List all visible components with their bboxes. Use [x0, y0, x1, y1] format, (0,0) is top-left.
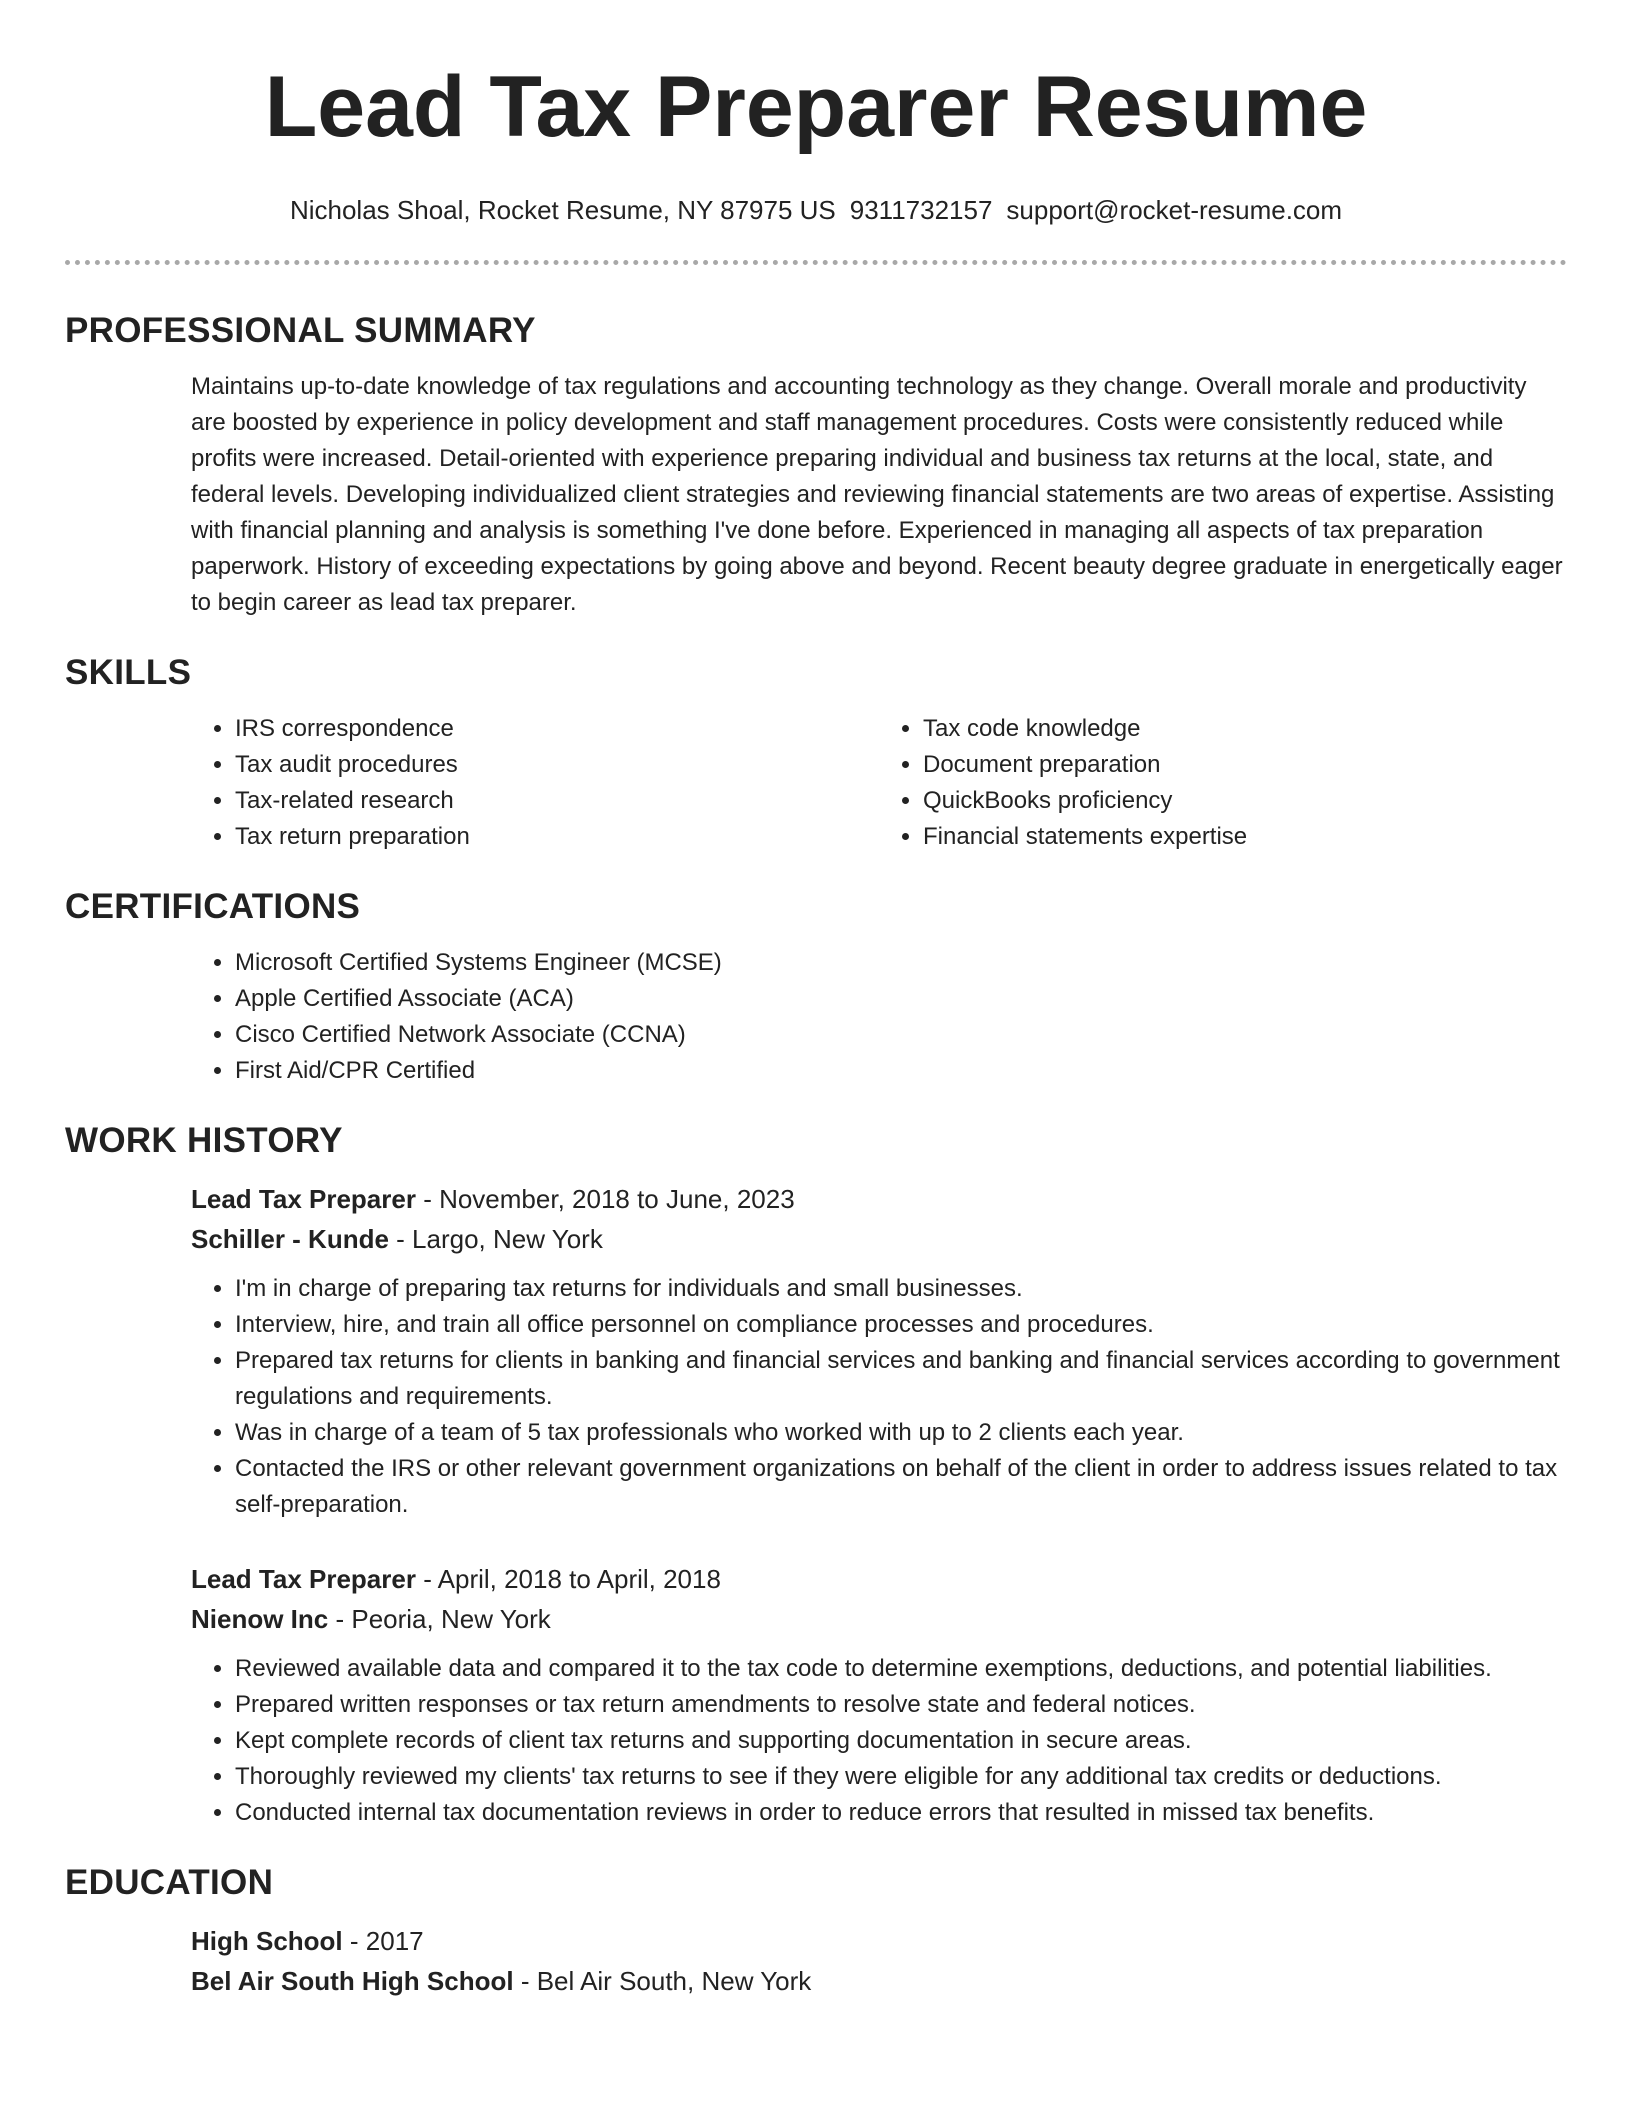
job-entry	[191, 1559, 1567, 1831]
certification-item: • Apple Certified Associate (ACA)	[235, 981, 1567, 1017]
contact-email: support@rocket-resume.com	[1006, 195, 1343, 225]
job-title-line	[191, 1179, 1567, 1219]
education-section	[65, 1861, 1567, 2001]
summary-section	[65, 309, 1567, 621]
skills-body	[191, 711, 1567, 855]
header-divider	[65, 260, 1567, 265]
job-bullet-list	[191, 1651, 1567, 1831]
education-degree-line	[191, 1921, 1567, 1961]
work-history-heading: WORK HISTORY	[65, 1121, 343, 1160]
skill-item: • Tax-related research	[235, 783, 879, 819]
summary-text: Maintains up-to-date knowledge of tax regulations and accounting technology as they change. Overall morale and productivity are boosted by experience in policy development and staff management procedures. Costs were consistently reduced while profits were increased. Detail-oriented with experience preparing individual and business tax returns at the local, state, and federal levels. Developing individualized client strategies and reviewing financial statements are two areas of expertise. Assisting with financial planning and analysis is something I've done before. Experienced in managing all aspects of tax preparation paperwork. History of exceeding expectations by going above and beyond. Recent beauty degree graduate in energetically eager to begin career as lead tax preparer.	[191, 373, 1563, 616]
certifications-section	[65, 885, 1567, 1089]
certification-item: • Cisco Certified Network Associate (CCNA)	[235, 1017, 1567, 1053]
job-bullet: • Prepared written responses or tax return amendments to resolve state and federal notices.	[235, 1687, 1567, 1723]
resume-title: Lead Tax Preparer Resume	[264, 59, 1368, 155]
job-bullet: • Prepared tax returns for clients in banking and financial services and banking and financial services according to government regulations and requirements.	[235, 1343, 1567, 1415]
job-bullet: • Conducted internal tax documentation reviews in order to reduce errors that resulted in missed tax benefits.	[235, 1795, 1567, 1831]
job-bullet: • Reviewed available data and compared it to the tax code to determine exemptions, deductions, and potential liabilities.	[235, 1651, 1567, 1687]
job-bullet: • Interview, hire, and train all office personnel on compliance processes and procedures.	[235, 1307, 1567, 1343]
job-title: Lead Tax Preparer	[191, 1564, 416, 1594]
skill-item: • Tax audit procedures	[235, 747, 879, 783]
education-year: - 2017	[342, 1926, 424, 1956]
job-company-line	[191, 1219, 1567, 1259]
contact-address: Nicholas Shoal, Rocket Resume, NY 87975 US	[289, 195, 836, 225]
job-dates: - April, 2018 to April, 2018	[415, 1564, 721, 1594]
job-entry	[191, 1179, 1567, 1523]
skill-item: • Tax return preparation	[235, 819, 879, 855]
job-company: Nienow Inc	[191, 1604, 329, 1634]
skills-list-right	[879, 711, 1567, 855]
job-bullet-list	[191, 1271, 1567, 1523]
job-title: Lead Tax Preparer	[191, 1184, 416, 1214]
education-heading: EDUCATION	[65, 1863, 274, 1902]
job-location: - Largo, New York	[388, 1224, 603, 1254]
education-school-line	[191, 1961, 1567, 2001]
skills-section	[65, 651, 1567, 855]
work-history-body	[191, 1179, 1567, 1831]
skill-item: • Financial statements expertise	[923, 819, 1567, 855]
job-location: - Peoria, New York	[328, 1604, 551, 1634]
job-title-line	[191, 1559, 1567, 1599]
skills-list-left	[191, 711, 879, 855]
education-school: Bel Air South High School	[191, 1966, 514, 1996]
contact-phone: 9311732157	[849, 195, 993, 225]
education-location: - Bel Air South, New York	[513, 1966, 812, 1996]
skills-heading: SKILLS	[65, 653, 192, 692]
certifications-heading: CERTIFICATIONS	[65, 887, 361, 926]
work-history-section	[65, 1119, 1567, 1831]
certifications-body	[191, 945, 1567, 1089]
certification-item: • First Aid/CPR Certified	[235, 1053, 1567, 1089]
job-bullet: • Kept complete records of client tax returns and supporting documentation in secure areas.	[235, 1723, 1567, 1759]
summary-heading: PROFESSIONAL SUMMARY	[65, 311, 536, 350]
education-degree: High School	[191, 1926, 343, 1956]
job-bullet: • Thoroughly reviewed my clients' tax returns to see if they were eligible for any additional tax credits or deductions.	[235, 1759, 1567, 1795]
skill-item: • QuickBooks proficiency	[923, 783, 1567, 819]
job-company-line	[191, 1599, 1567, 1639]
certifications-list	[191, 945, 1567, 1089]
job-bullet: • Was in charge of a team of 5 tax professionals who worked with up to 2 clients each year.	[235, 1415, 1567, 1451]
job-dates: - November, 2018 to June, 2023	[415, 1184, 795, 1214]
education-body	[191, 1921, 1567, 2001]
contact-line	[65, 190, 1567, 230]
job-bullet: • I'm in charge of preparing tax returns for individuals and small businesses.	[235, 1271, 1567, 1307]
skill-item: • IRS correspondence	[235, 711, 879, 747]
job-bullet: • Contacted the IRS or other relevant government organizations on behalf of the client in order to address issues related to tax self-preparation.	[235, 1451, 1567, 1523]
skill-item: • Document preparation	[923, 747, 1567, 783]
job-company: Schiller - Kunde	[191, 1224, 389, 1254]
certification-item: • Microsoft Certified Systems Engineer (MCSE)	[235, 945, 1567, 981]
summary-body	[191, 369, 1567, 621]
skill-item: • Tax code knowledge	[923, 711, 1567, 747]
